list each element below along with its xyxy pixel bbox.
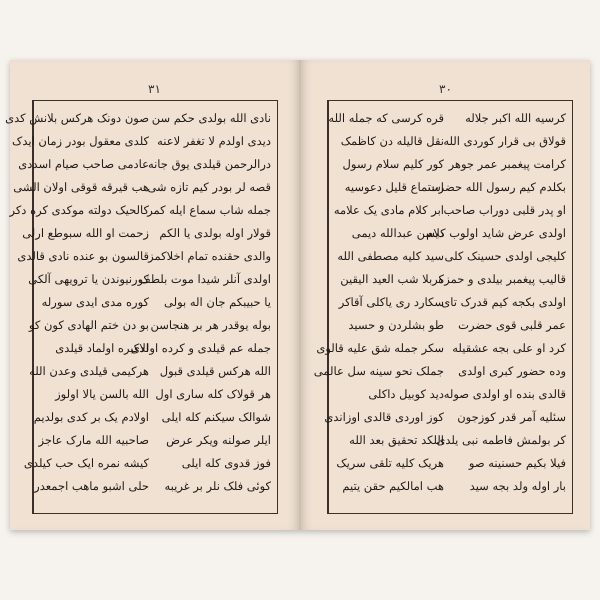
left-text-frame [5, 100, 278, 514]
text-line: هریک کلیه تلقی سریک [336, 456, 444, 470]
text-line: کلدی معقول بودر زمان ایدک [12, 134, 149, 148]
text-line: هب قیرقه قوقی اولان الشی [13, 180, 149, 194]
text-line: قالیب پیغمبر بیلدی و حمزه [438, 272, 566, 286]
text-line: کرامت پیغمبر عمر جوهر [448, 157, 566, 171]
text-line: الله بالسن یالا اولوز [55, 387, 149, 401]
text-line: کوز اوردی قالدی اوزاندی [324, 410, 444, 424]
right-page-column-1 [426, 101, 572, 513]
text-line: جمله عم قیلدی و کرده اولدی [130, 341, 271, 355]
text-line: کورنیوندن یا ترویهی آلکی [28, 272, 149, 286]
text-line: قره کرسی که جمله الله [328, 111, 444, 125]
text-line: اولدی عرض شاید اولوب کلام [426, 226, 566, 240]
text-line: استماع قلیل دعوسیه [344, 180, 444, 194]
text-line: جمله شاب سماع ایله کمر [147, 203, 271, 217]
text-line: بوله یوقدر هر بر هنجاسن [150, 318, 271, 332]
text-line: دیدی اولدم لا تغفر لاعنه [157, 134, 271, 148]
text-line: قولاق بی قرار کوردی الله [443, 134, 566, 148]
text-line: سکر جمله شق علیه قالوی [316, 341, 444, 355]
text-line: کوره مدی ایدی سورله [41, 295, 149, 309]
text-line: دید کوبیل داکلی [368, 387, 444, 401]
left-page [5, 60, 300, 530]
text-line: کوئی فلک نلر بر غریبه [164, 479, 271, 493]
text-line: هر قولاک کله ساری اول [155, 387, 271, 401]
text-line: صاحبیه الله مارک عاجز [38, 433, 149, 447]
text-line: نادی الله بولدی حکم سن [151, 111, 271, 125]
text-line: شوالک سیکنم کله ایلی [161, 410, 271, 424]
text-line: سید کلیه مصطفی الله [337, 249, 444, 263]
right-page [300, 60, 590, 530]
text-line: الاکبره اولماد قیلدی [55, 341, 149, 355]
text-line: فوز قدوی کله ایلی [181, 456, 271, 470]
text-line: زحمت او الله سبوطع ارلی [22, 226, 149, 240]
text-line: کلیجی اولدی حسینک کلی [444, 249, 566, 263]
text-line: اولدی آنلر شیدا موت بلطف [138, 272, 271, 286]
open-book-spread [5, 60, 590, 530]
text-line: بار اوله ولد بجه سید [469, 479, 566, 493]
text-line: سئلیه آمر قدر کوزجون [457, 410, 566, 424]
text-line: اولدی بکجه کیم قدرک تای [441, 295, 566, 309]
text-line: قالدی بنده او اولدی صوله [443, 387, 566, 401]
text-line: الله هرکس قیلدی قبول [159, 364, 271, 378]
text-line: کر بولمش فاطمه نبی یلدی [436, 433, 566, 447]
text-line: وده حضور کبری اولدی [458, 364, 566, 378]
left-page-number: ٣١ [148, 82, 161, 96]
text-line: عمر قلبی قوی حضرت [458, 318, 566, 332]
text-line: عادمی صاحب صیام اسددی [18, 157, 149, 171]
right-page-number: ٣٠ [439, 82, 452, 96]
text-line: کیشه نمره ایک حب کیلدی [23, 456, 149, 470]
text-line: ایلر صولنه ویکر عرض [166, 433, 271, 447]
text-line: صون دونک هرکس بلانش کدی [5, 111, 149, 125]
text-line: کور کلیم سلام رسول [342, 157, 444, 171]
text-line: درالرحمن قیلدی یوق جانه [147, 157, 271, 171]
text-line: هرکیمی قیلدی وعدن الله [29, 364, 149, 378]
text-line: فیلا بکیم حسنینه صو [468, 456, 566, 470]
text-line: یا حبیبکم جان اله بولی [163, 295, 271, 309]
text-line: هب امالکیم حقن یتیم [342, 479, 444, 493]
text-line: بو دن ختم الهادی کون کو [28, 318, 149, 332]
text-line: کرسیه الله اکبر جلاله [465, 111, 566, 125]
text-line: سکارد ری یاکلی آقاکر [338, 295, 444, 309]
text-line: اللکد تحقیق بعد الله [349, 433, 444, 447]
right-text-frame [313, 100, 573, 514]
text-line: کربلا شب العید الیقین [340, 272, 444, 286]
text-line: جملک نحو سینه سل عالمی [313, 364, 444, 378]
left-page-column-1 [130, 101, 277, 513]
text-line: دیسن عبدالله دیمی [351, 226, 444, 240]
text-line: قولار اوله بولدی یا الکم [159, 226, 271, 240]
text-line: بکلدم کیم رسول الله حضرت [427, 180, 566, 194]
text-line: ابر کلام مادی یک علامه [333, 203, 444, 217]
text-line: کالحیک دولته موکدی کره دکر [9, 203, 149, 217]
right-page-column-2 [313, 101, 450, 513]
left-page-column-2 [5, 101, 155, 513]
text-line: حلی اشبو ماهب اجمعدر [34, 479, 149, 493]
text-line: اولادم یک بر کدی بولدیم [33, 410, 149, 424]
text-line: طو بشلردن و حسید [348, 318, 444, 332]
text-line: کرد او علی بجه عشقیله [452, 341, 566, 355]
text-line: والدی حقنده تمام اخلاکمز [148, 249, 271, 263]
text-line: نقل قالیله دن کاظمک [340, 134, 444, 148]
text-line: قصه لر بودر کیم تازه شی [147, 180, 271, 194]
text-line: قالسون بو عنده نادی قالدی [17, 249, 149, 263]
text-line: او پدر قلبی دوراب صاحب [443, 203, 566, 217]
